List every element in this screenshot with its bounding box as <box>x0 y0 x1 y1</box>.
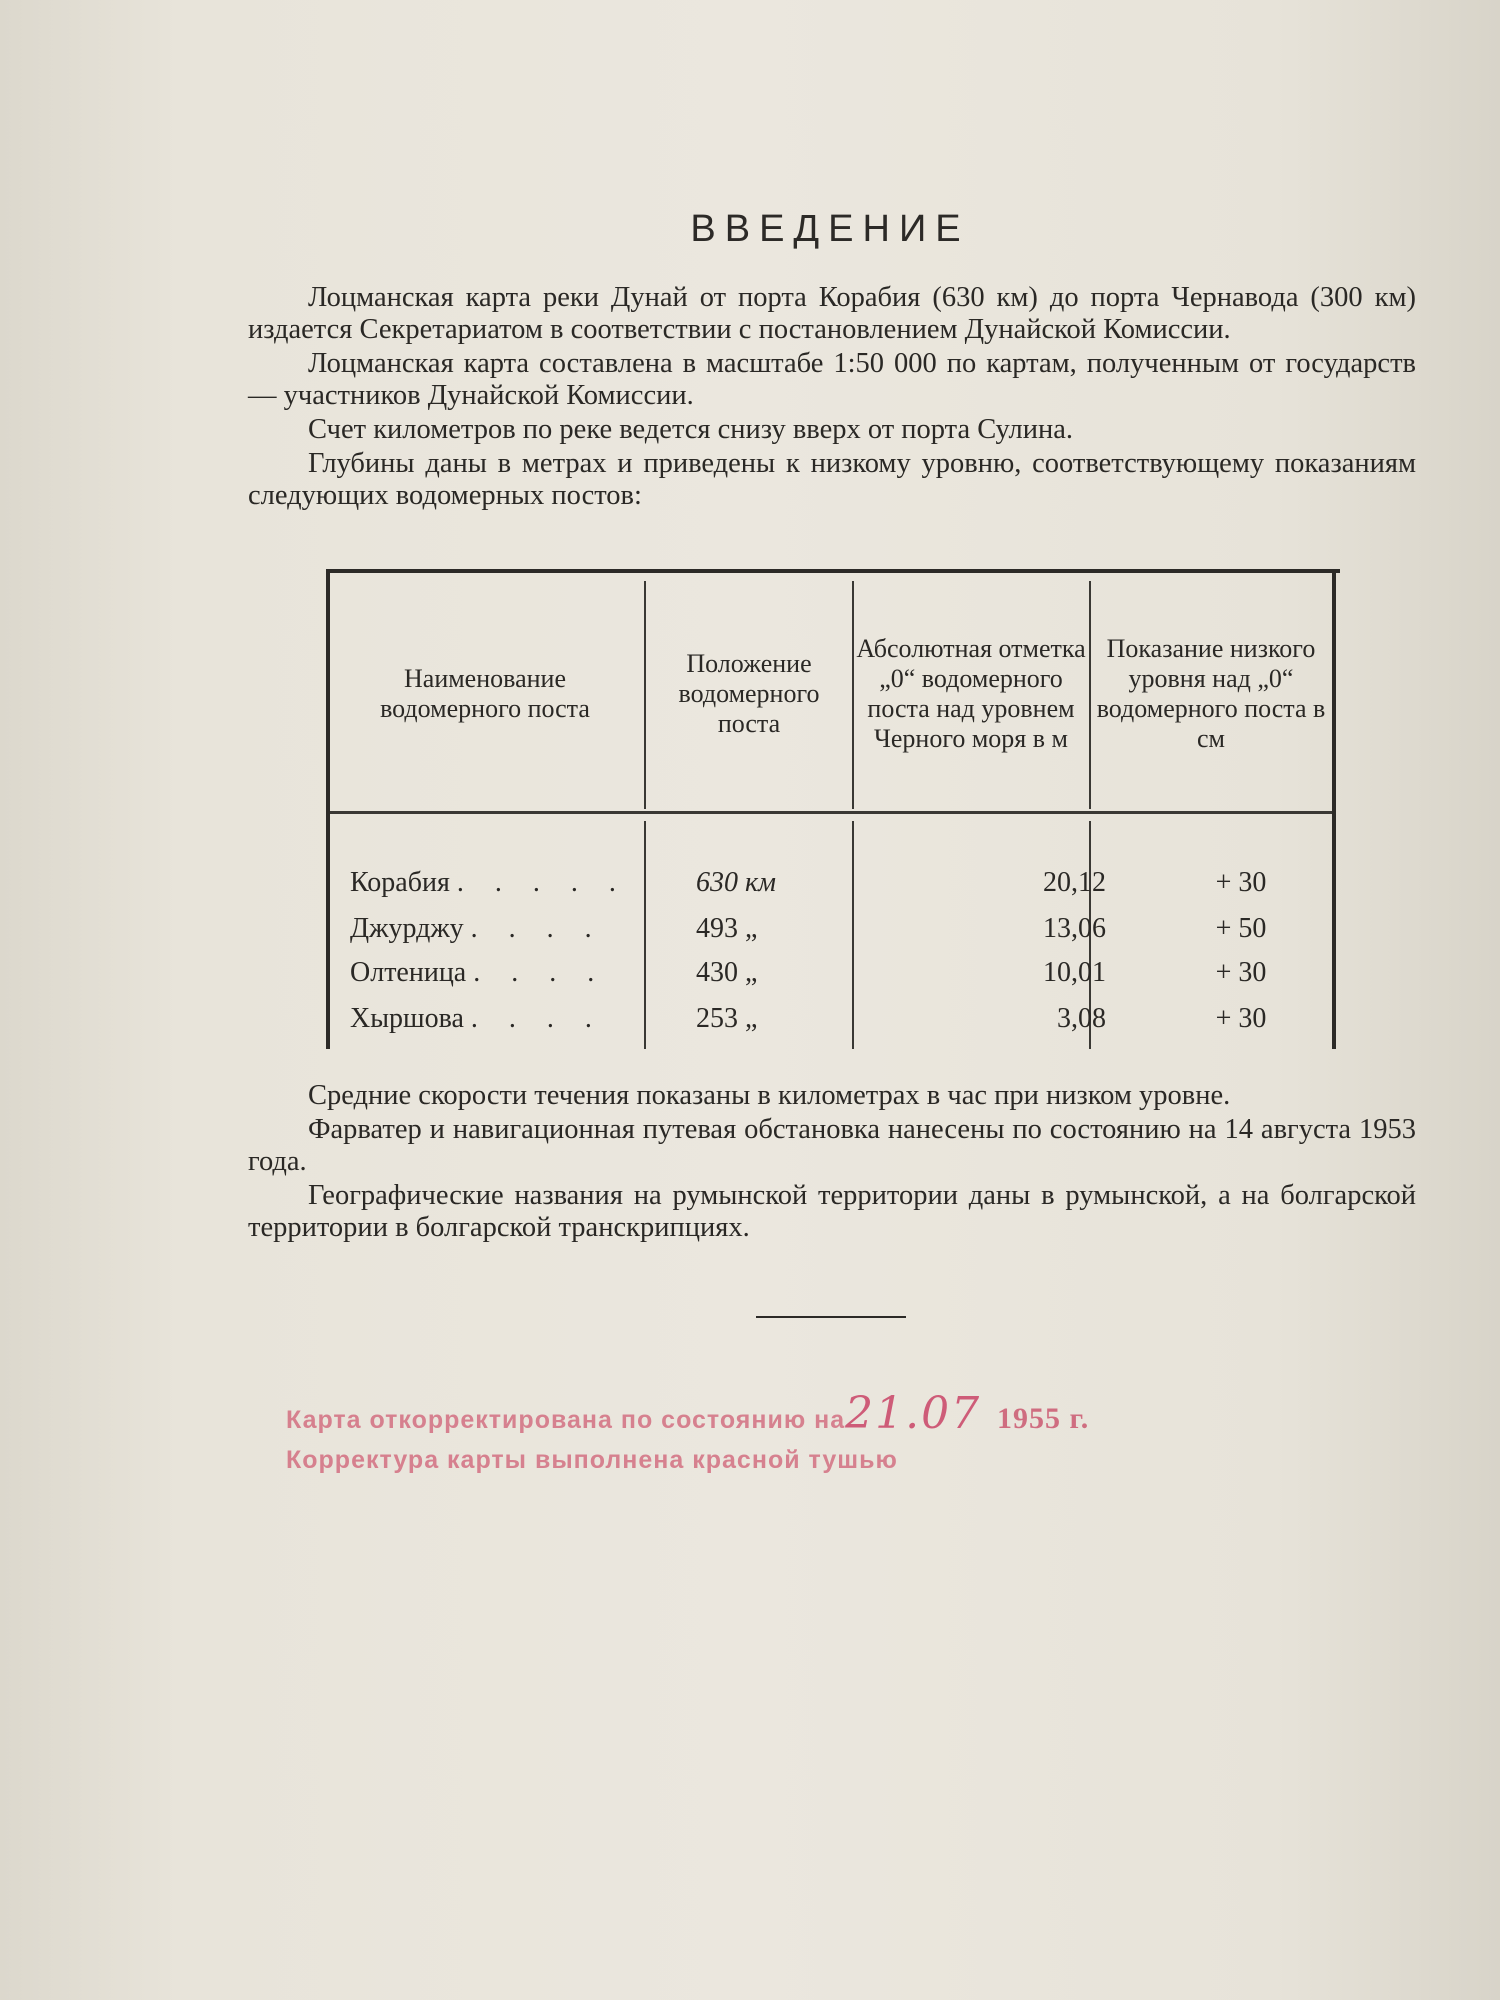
column-divider <box>644 581 646 809</box>
gauge-position: 253 „ <box>696 1003 758 1034</box>
table-row <box>326 953 1340 993</box>
gauge-name: Корабия . . . . . <box>350 867 628 898</box>
intro-text <box>248 282 1416 514</box>
intro-paragraph: Лоцманская карта реки Дунай от порта Корабия (630 км) до порта Чернавода (300 км) издается Секретариатом в соответствии с постановлением Дунайской Комиссии. <box>248 282 1416 345</box>
stamp-line-1 <box>286 1388 1246 1440</box>
gauge-low-level: + 30 <box>1215 1003 1267 1034</box>
gauge-absolute-mark: 10,01 <box>1043 957 1106 988</box>
column-header-position: Положение водомерного поста <box>678 649 820 738</box>
stamp-year: 1955 г. <box>997 1402 1090 1435</box>
gauge-absolute-mark: 3,08 <box>1057 1003 1106 1034</box>
gauge-name: Хыршова . . . . <box>350 1003 604 1034</box>
gauge-position: 430 „ <box>696 957 758 988</box>
column-divider <box>852 581 854 809</box>
gauge-low-level: + 30 <box>1215 867 1267 898</box>
column-divider <box>1089 581 1091 809</box>
table-row <box>326 863 1340 903</box>
table-row <box>326 909 1340 949</box>
gauge-absolute-mark: 20,12 <box>1043 867 1106 898</box>
page-title: ВВЕДЕНИЕ <box>690 208 970 250</box>
gauge-position: 630 км <box>696 867 776 898</box>
column-header-name: Наименование водомерного поста <box>380 664 590 723</box>
gauge-table <box>326 569 1340 1049</box>
gauge-low-level: + 50 <box>1215 913 1267 944</box>
section-divider <box>756 1316 906 1318</box>
column-header-absolute-mark: Абсолютная отметка „0“ водомерного поста над уровнем Черного моря в м <box>856 634 1086 753</box>
table-header-rule <box>326 811 1332 814</box>
gauge-name: Олтеница . . . . <box>350 957 607 988</box>
handwritten-date: 21.07 <box>845 1388 982 1439</box>
stamp-text: Карта откорректирована по состоянию на <box>286 1406 846 1434</box>
intro-paragraph: Счет километров по реке ведется снизу вверх от порта Сулина. <box>308 414 1074 445</box>
column-header-low-level: Показание низкого уровня над „0“ водомерного поста в см <box>1096 634 1326 753</box>
table-top-rule <box>326 569 1340 573</box>
gauge-absolute-mark: 13,06 <box>1043 913 1106 944</box>
outro-paragraph: Географические названия на румынской территории даны в румынской, а на болгарской территории в болгарской транскрипциях. <box>248 1180 1416 1243</box>
gauge-name: Джурджу . . . . <box>350 913 604 944</box>
correction-stamp <box>286 1388 1246 1480</box>
outro-text <box>248 1080 1416 1246</box>
intro-paragraph: Глубины даны в метрах и приведены к низкому уровню, соответствующему показаниям следующих водомерных постов: <box>248 448 1416 511</box>
outro-paragraph: Фарватер и навигационная путевая обстановка нанесены по состоянию на 14 августа 1953 года. <box>248 1114 1416 1177</box>
outro-paragraph: Средние скорости течения показаны в километрах в час при низком уровне. <box>308 1080 1231 1111</box>
stamp-line-2: Корректура карты выполнена красной тушью <box>286 1446 898 1474</box>
table-row <box>326 999 1340 1039</box>
gauge-position: 493 „ <box>696 913 758 944</box>
gauge-low-level: + 30 <box>1215 957 1267 988</box>
intro-paragraph: Лоцманская карта составлена в масштабе 1:50 000 по картам, полученным от государств — участников Дунайской Комиссии. <box>248 348 1416 411</box>
